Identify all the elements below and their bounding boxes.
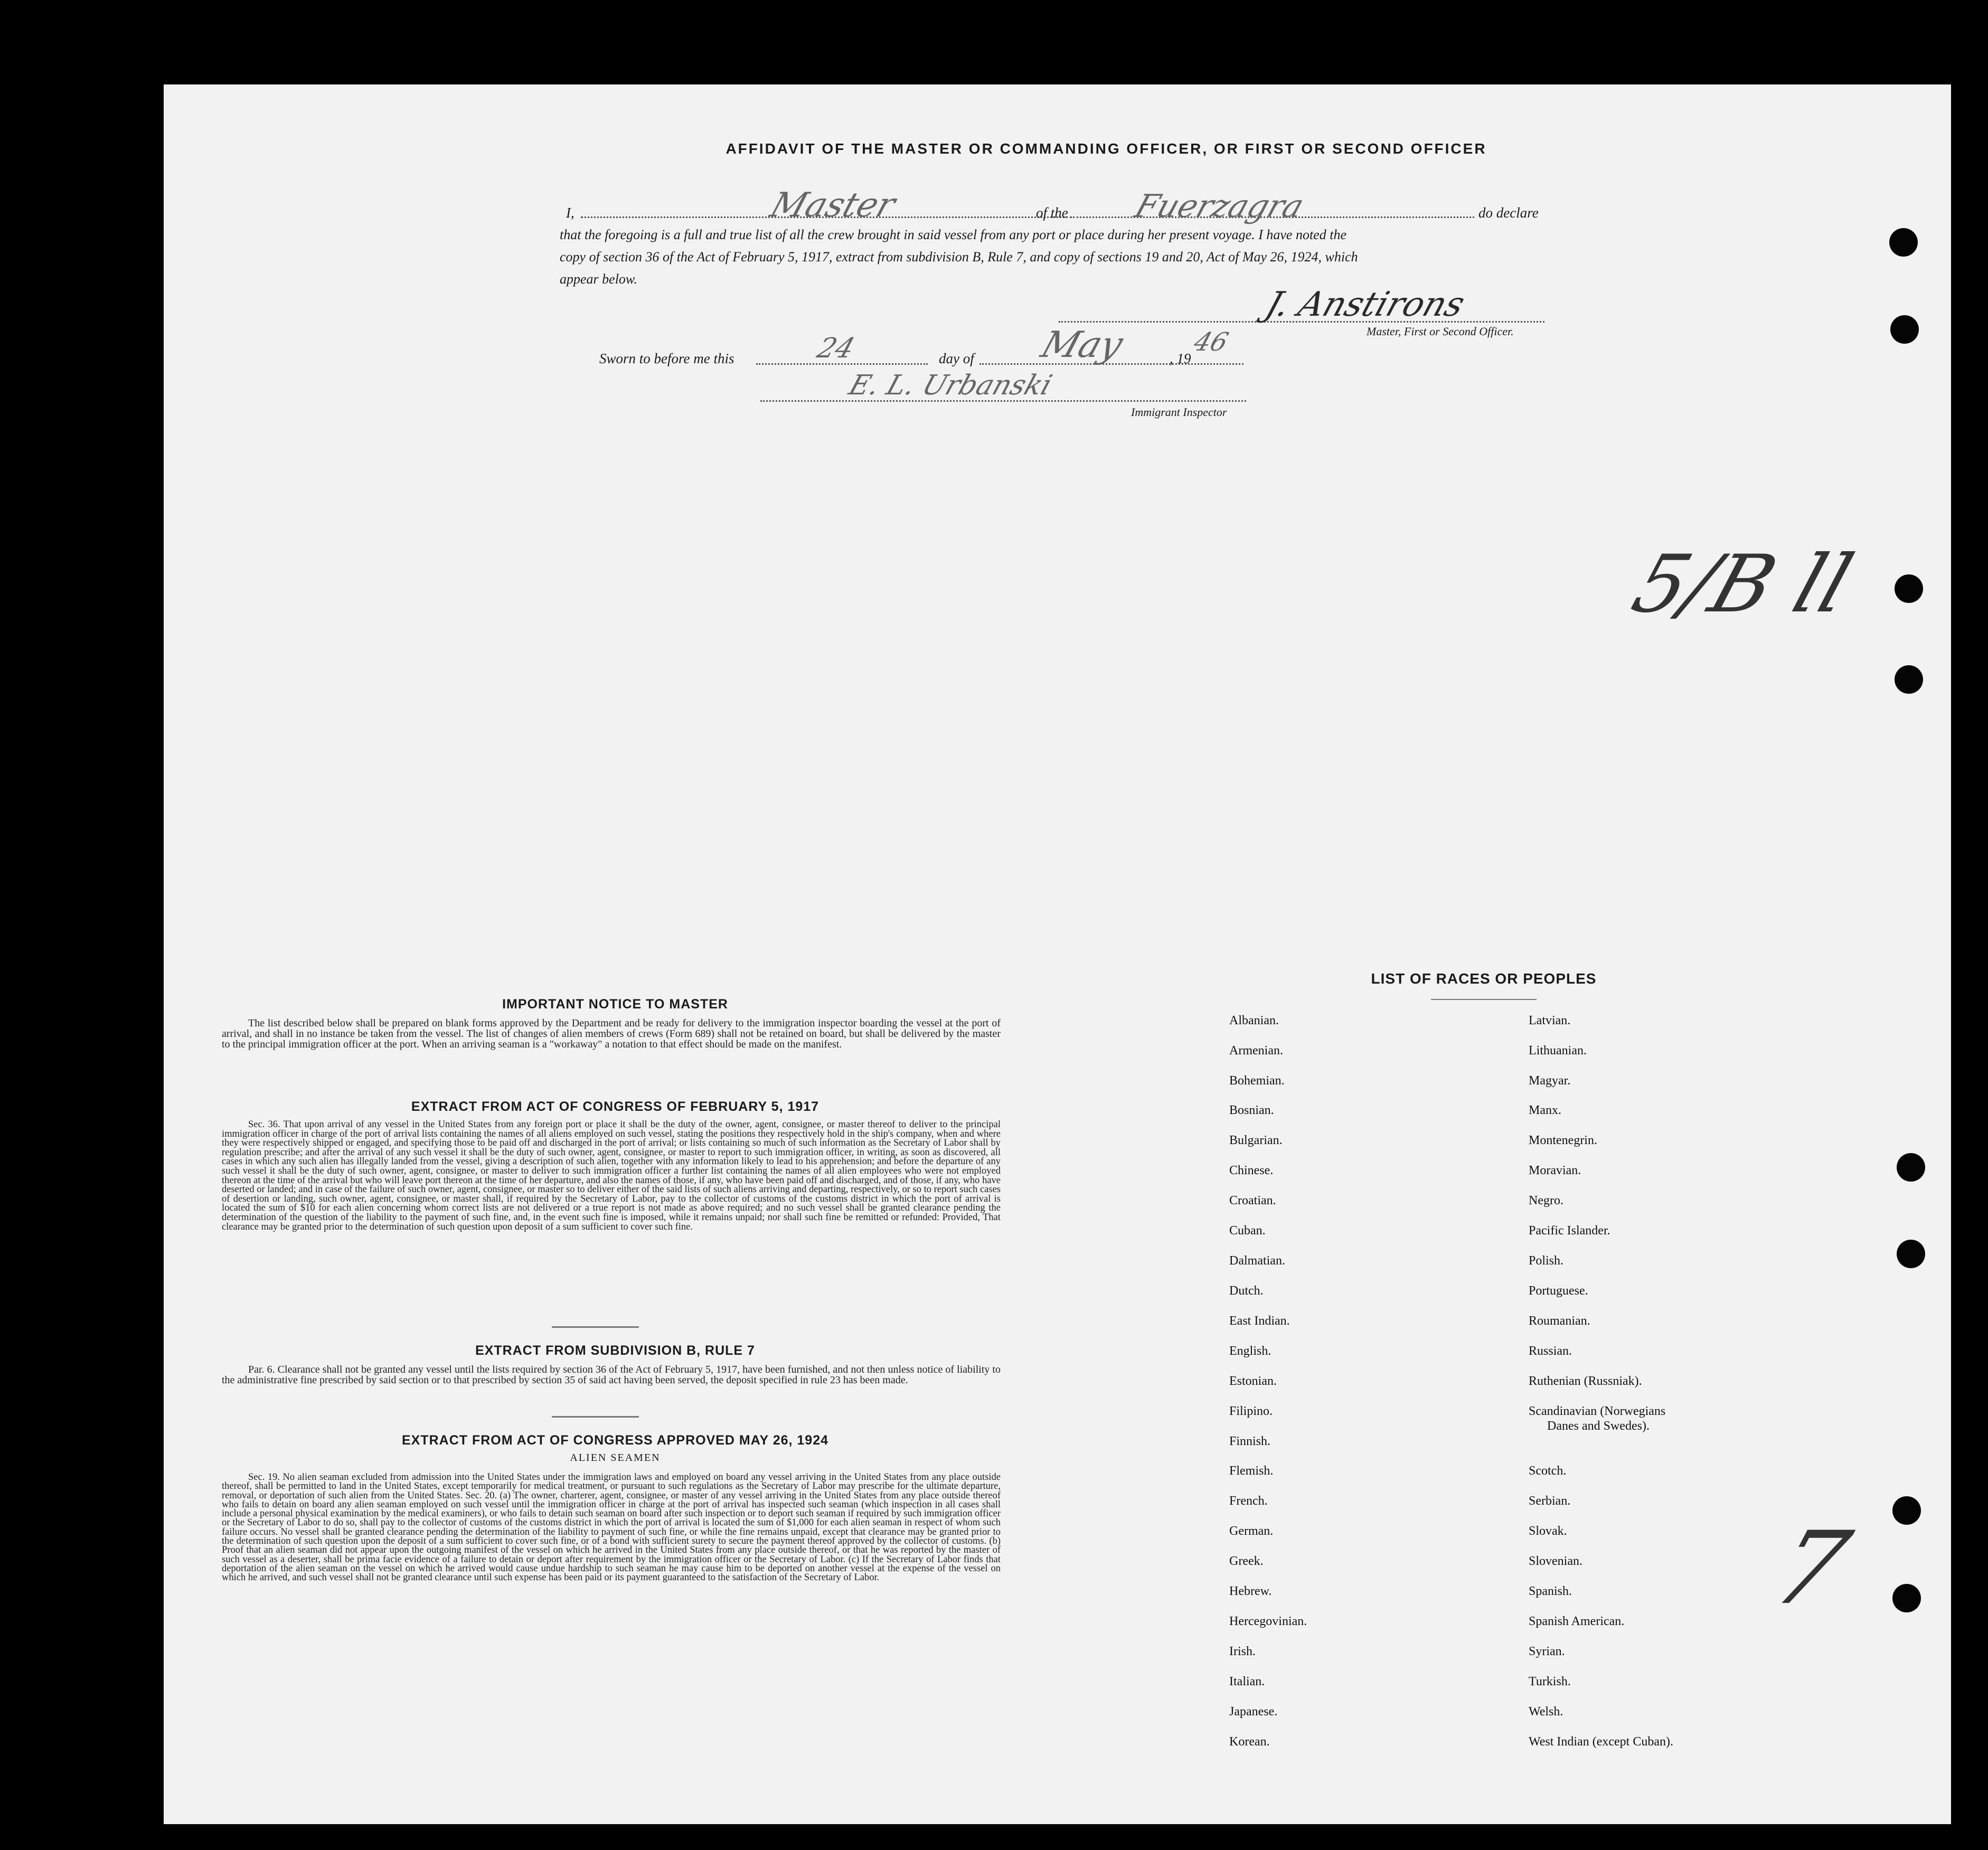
race-item: Chinese. xyxy=(1229,1164,1274,1177)
extract-1924-title: EXTRACT FROM ACT OF CONGRESS APPROVED MAY 26, 1924 xyxy=(401,1433,829,1448)
line1-mid: of the xyxy=(1036,205,1068,221)
race-item: Filipino. xyxy=(1229,1404,1273,1418)
punch-hole xyxy=(1889,228,1918,257)
handwritten-month: May xyxy=(1036,324,1128,366)
affidavit-line3: copy of section 36 of the Act of February 5, 1917, extract from subdivision B, Rule 7, and copy of sections 19 and 20, Act of May 26, 1924, which xyxy=(560,249,1358,265)
sworn-prefix: Sworn to before me this xyxy=(599,351,734,366)
race-item: Hebrew. xyxy=(1229,1584,1272,1598)
affidavit-line2: that the foregoing is a full and true list of all the crew brought in said vessel from any port or place during her present voyage. I have noted the xyxy=(560,227,1346,242)
race-item: East Indian. xyxy=(1229,1314,1290,1328)
extract-1924-subtitle: ALIEN SEAMEN xyxy=(570,1452,661,1464)
punch-hole xyxy=(1892,1496,1921,1525)
inspector-line xyxy=(760,400,1246,402)
extract-1924-text: Sec. 19. No alien seaman excluded from admission into the United States under the immigration laws and employed on board any vessel arriving in the United States from any place outside thereof, shall be permitted to land in the United States, except temporarily for medical treatment, or pursuant to such regulations as the Secretary of Labor may prescribe for the ultimate departure, removal, or deportation of such alien from the United States. Sec. 20. (a) The owner, charterer, agent, consignee, or master of any vessel arriving in the United States from any place outside thereof who fails to detain on board any alien seaman employed on such vessel until the immigration officer in charge at the port of arrival has inspected such seaman (which inspection in all cases shall include a personal physical examination by the medical examiners), or who fails to detain such seaman on board after such inspection or to deport such seaman if required by such immigration officer or the Secretary of Labor to do so, shall pay to the collector of customs of the customs district in which the port of arrival is located the sum of $1,000 for each alien seaman in respect of whom such failure occurs. No vessel shall be granted clearance pending the determination of the liability to payment of such fine, or while the fine remains unpaid, except that clearance may be granted prior to the determination of such question upon the deposit of a sum sufficient to cover such fine, or of a bond with sufficient surety to secure the payment thereof approved by the collector of customs. (b) Proof that an alien seaman did not appear upon the outgoing manifest of the vessel on which he arrived in the United States from any place outside thereof, or that he was reported by the master of such vessel as a deserter, shall be prima facie evidence of a failure to detain or deport after requirement by the immigration officer or the Secretary of Labor. (c) If the Secretary of Labor finds that deportation of the alien seaman on the vessel on which he arrived would cause undue hardship to such seaman he may cause him to be deported on another vessel at the expense of the vessel on which he arrived, and such vessel shall not be granted clearance until such expense has been paid or its payment guaranteed to the satisfaction of the Secretary of Labor. xyxy=(222,1473,1001,1583)
line1-suffix: do declare xyxy=(1478,205,1539,221)
race-item: French. xyxy=(1229,1494,1268,1508)
race-item: Scandinavian (Norwegians xyxy=(1529,1404,1666,1418)
race-item: Italian. xyxy=(1229,1675,1265,1688)
race-item: German. xyxy=(1229,1524,1274,1538)
race-item: Bulgarian. xyxy=(1229,1134,1283,1147)
affidavit-line4: appear below. xyxy=(560,271,637,287)
race-item: Montenegrin. xyxy=(1529,1134,1597,1147)
section-divider xyxy=(552,1326,639,1328)
section-divider xyxy=(552,1416,639,1418)
punch-hole xyxy=(1897,1153,1925,1182)
race-item: Manx. xyxy=(1529,1103,1561,1117)
handwritten-signature: J. Anstirons xyxy=(1260,285,1470,324)
race-item: Lithuanian. xyxy=(1529,1044,1587,1058)
handwritten-year: 46 xyxy=(1190,327,1232,357)
race-item: Hercegovinian. xyxy=(1229,1615,1307,1628)
race-item: Greek. xyxy=(1229,1554,1264,1568)
punch-hole xyxy=(1892,1584,1921,1612)
race-item: Polish. xyxy=(1529,1254,1564,1268)
race-item: Cuban. xyxy=(1229,1224,1266,1238)
punch-hole xyxy=(1890,315,1919,344)
race-item: Flemish. xyxy=(1229,1464,1274,1478)
races-title-rule xyxy=(1431,999,1537,1000)
sworn-day-of: day of xyxy=(939,351,974,366)
sworn-year-prefix: , 19 xyxy=(1170,351,1191,366)
race-item: Serbian. xyxy=(1529,1494,1571,1508)
race-item: Pacific Islander. xyxy=(1529,1224,1610,1238)
punch-hole xyxy=(1895,665,1923,694)
race-item: Bosnian. xyxy=(1229,1103,1274,1117)
race-item: Dutch. xyxy=(1229,1284,1264,1298)
margin-number-mark: 7 xyxy=(1760,1510,1862,1627)
race-item: Armenian. xyxy=(1229,1044,1283,1058)
race-item: Moravian. xyxy=(1529,1164,1581,1177)
race-item: Albanian. xyxy=(1229,1014,1279,1027)
punch-hole xyxy=(1895,574,1923,603)
race-item: Welsh. xyxy=(1529,1705,1563,1719)
race-item: Dalmatian. xyxy=(1229,1254,1285,1268)
race-item: Ruthenian (Russniak). xyxy=(1529,1374,1642,1388)
notice-title: IMPORTANT NOTICE TO MASTER xyxy=(502,997,728,1012)
line1-prefix: I, xyxy=(566,205,574,221)
race-item: Latvian. xyxy=(1529,1014,1571,1027)
extract-rule7-title: EXTRACT FROM SUBDIVISION B, RULE 7 xyxy=(475,1343,755,1358)
race-item: Syrian. xyxy=(1529,1645,1565,1658)
race-item: Spanish. xyxy=(1529,1584,1572,1598)
race-item: Korean. xyxy=(1229,1735,1270,1749)
extract-1917-text: Sec. 36. That upon arrival of any vessel in the United States from any foreign port or place it shall be the duty of the owner, agent, consignee, or master thereof to deliver to the principal immigration officer in charge of the port of arrival lists containing the names of all aliens employed on such vessel, stating the positions they respectively hold in the ship's company, when and where they were respectively shipped or engaged, and specifying those to be paid off and discharged in the port of arrival; or lists containing so much of such information as the Secretary of Labor shall by regulation prescribe; and after the arrival of any such vessel it shall be the duty of such owner, agent, consignee, or master to report to such immigration officer, in writing, as soon as discovered, all cases in which any such alien has illegally landed from the vessel, giving a description of such alien, together with any information likely to lead to his apprehension; and before the departure of any such vessel it shall be the duty of such owner, agent, consignee, or master to deliver to such immigration officer a further list containing the names of all alien employees who were not employed thereon at the time of the arrival but who will leave port thereon at the time of her departure, and also the names of those, if any, who have been paid off and discharged, and of those, if any, who have deserted or landed; and in case of the failure of such owner, agent, consignee, or master so to deliver either of the said lists of such aliens arriving and departing, respectively, or so to report such cases of desertion or landing, such owner, agent, consignee, or master shall, if required by the Secretary of Labor, pay to the collector of customs of the customs district in which the port of arrival is located the sum of $10 for each alien concerning whom correct lists are not delivered or a true report is not made as above required; and no such vessel shall be granted clearance pending the determination of the question of the liability to the payment of such fine, and, in the event such fine is imposed, while it remains unpaid; nor shall such fine be remitted or refunded: Provided, That clearance may be granted prior to the determination of such question upon deposit of a sum sufficient to cover such fine. xyxy=(222,1120,1001,1232)
race-item: Estonian. xyxy=(1229,1374,1277,1388)
affidavit-line1 xyxy=(566,186,1553,227)
race-item: Japanese. xyxy=(1229,1705,1278,1719)
race-item: Bohemian. xyxy=(1229,1074,1285,1088)
race-item: Slovak. xyxy=(1529,1524,1567,1538)
notice-text: The list described below shall be prepared on blank forms approved by the Department and be ready for delivery to the immigration inspector boarding the vessel at the port of arrival, and shall in no instance be taken from the vessel. The list of changes of alien members of crews (Form 689) shall not be retained on board, but shall be delivered by the master to the principal immigration officer at the port. When an arriving seaman is a "workaway" a notation to that effect should be made on the manifest. xyxy=(222,1018,1001,1050)
extract-1917-title: EXTRACT FROM ACT OF CONGRESS OF FEBRUARY 5, 1917 xyxy=(411,1099,819,1114)
race-item: Scotch. xyxy=(1529,1464,1567,1478)
races-title: LIST OF RACES OR PEOPLES xyxy=(1371,970,1597,987)
race-item: Roumanian. xyxy=(1529,1314,1590,1328)
extract-rule7-text: Par. 6. Clearance shall not be granted any vessel until the lists required by section 36 of the Act of February 5, 1917, have been furnished, and not then unless notice of liability to the administrative fine prescribed by said section or to that prescribed by section 35 of said act having been served, the deposit specified in rule 23 has been made. xyxy=(222,1364,1001,1386)
affidavit-title: AFFIDAVIT OF THE MASTER OR COMMANDING OFFICER, OR FIRST OR SECOND OFFICER xyxy=(726,140,1487,157)
race-item: Magyar. xyxy=(1529,1074,1571,1088)
race-item: Turkish. xyxy=(1529,1675,1571,1688)
handwritten-day: 24 xyxy=(813,333,859,364)
signature-caption: Master, First or Second Officer. xyxy=(1367,325,1514,338)
margin-file-mark: 5/B ll xyxy=(1622,539,1863,630)
race-item: English. xyxy=(1229,1344,1271,1358)
punch-hole xyxy=(1897,1240,1925,1268)
handwritten-vessel: Fuerzagra xyxy=(1130,188,1309,225)
handwritten-name: Master xyxy=(765,186,900,225)
race-item: Negro. xyxy=(1529,1194,1563,1207)
race-item: Danes and Swedes). xyxy=(1547,1419,1650,1433)
race-item: Irish. xyxy=(1229,1645,1256,1658)
handwritten-inspector: E. L. Urbanski xyxy=(845,370,1056,401)
race-item: West Indian (except Cuban). xyxy=(1529,1735,1673,1749)
race-item: Russian. xyxy=(1529,1344,1572,1358)
inspector-caption: Immigrant Inspector xyxy=(1131,405,1227,419)
race-item: Slovenian. xyxy=(1529,1554,1582,1568)
race-item: Portuguese. xyxy=(1529,1284,1588,1298)
race-item: Croatian. xyxy=(1229,1194,1276,1207)
race-item: Spanish American. xyxy=(1529,1615,1625,1628)
race-item: Finnish. xyxy=(1229,1434,1271,1448)
